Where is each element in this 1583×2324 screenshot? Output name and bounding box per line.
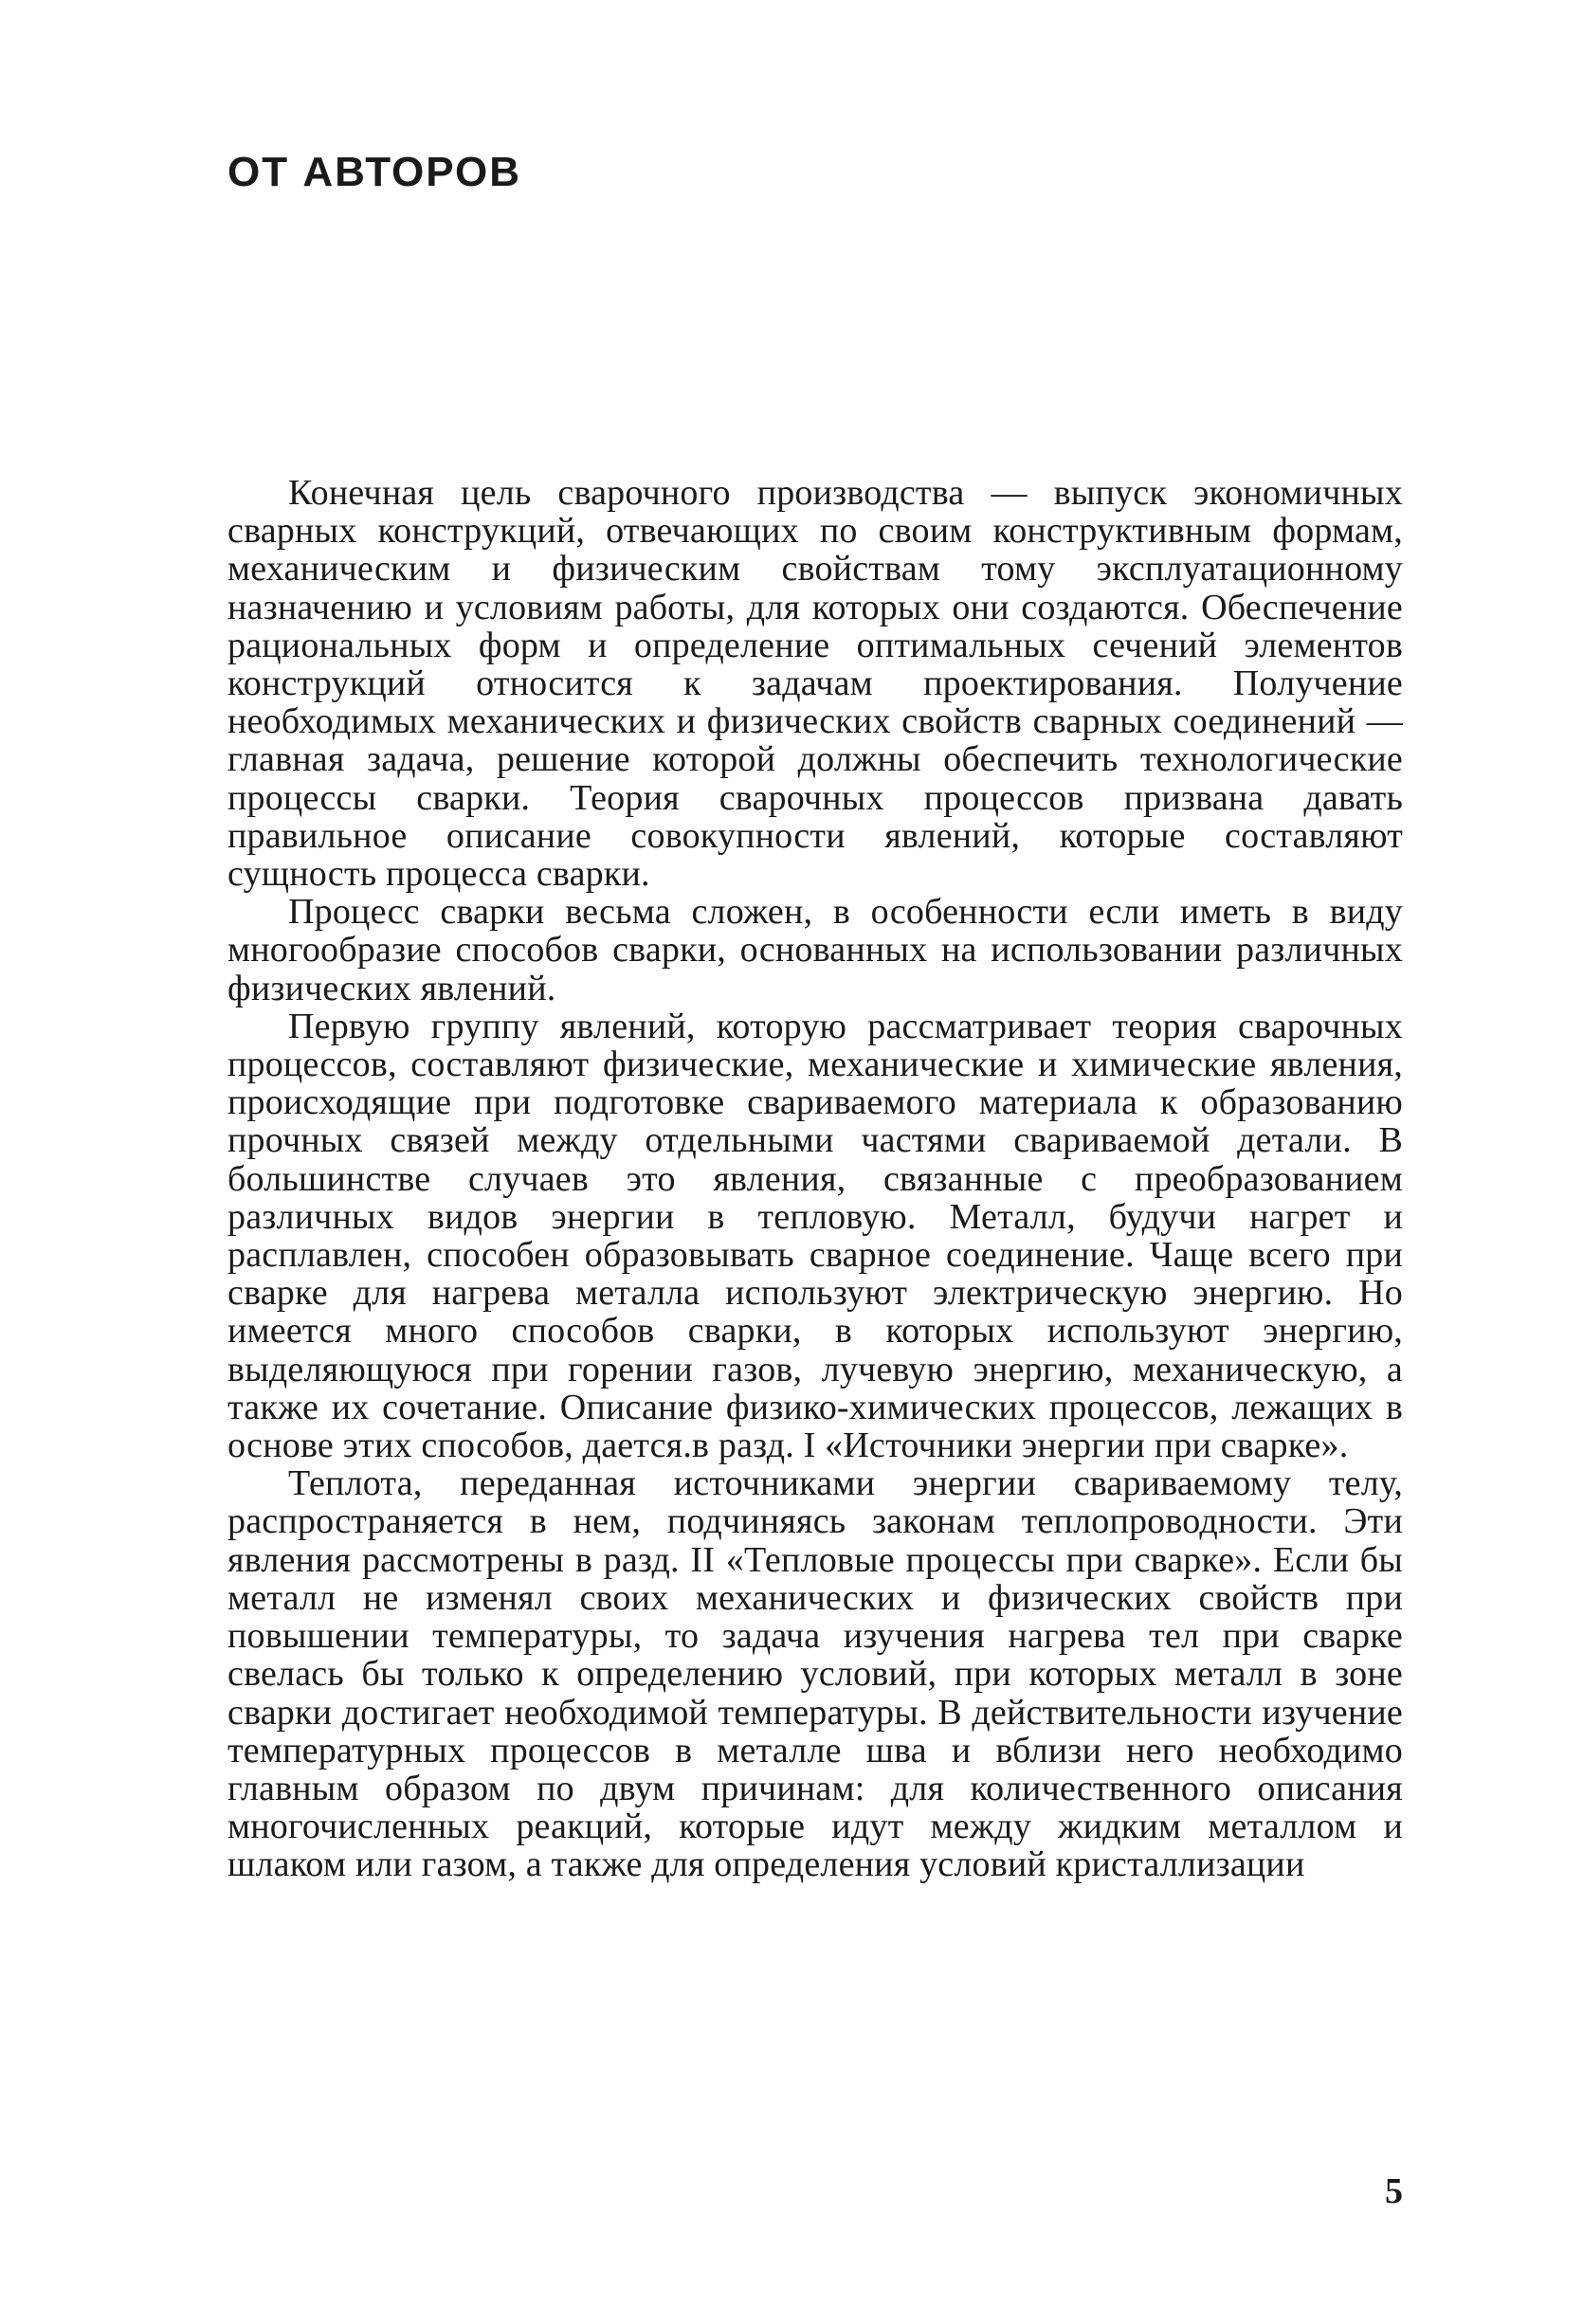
page-number: 5: [1385, 2171, 1403, 2211]
paragraph-4: Теплота, переданная источниками энергии свариваемому телу, распространяется в нем, подчиняясь законам теплопроводности. Эти явления рассмотрены в разд. II «Тепловые процессы при сварке». Если бы металл не изменял своих механических и физических свойств при повышении температуры, то задача изучения нагрева тел при сварке свелась бы только к определению условий, при которых металл в зоне сварки достигает необходимой температуры. В действительности изучение температурных процессов в металле шва и вблизи него необходимо главным образом по двум причинам: для количественного описания многочисленных реакций, которые идут между жидким металлом и шлаком или газом, а также для определения условий кристаллизации: [227, 1463, 1403, 1885]
chapter-heading: ОТ АВТОРОВ: [227, 149, 521, 195]
paragraph-1: Конечная цель сварочного производства — выпуск экономичных сварных конструкций, отвечающих по своим конструктивным формам, механическим и физическим свойствам тому эксплуатационному назначению и условиям работы, для которых они создаются. Обеспечение рациональных форм и определение оптимальных сечений элементов конструкций относится к задачам проектирования. Получение необходимых механических и физических свойств сварных соединений — главная задача, решение которой должны обеспечить технологические процессы сварки. Теория сварочных процессов призвана давать правильное описание совокупности явлений, которые составляют сущность процесса сварки.: [227, 473, 1403, 895]
paragraph-3: Первую группу явлений, которую рассматривает теория сварочных процессов, составляют физические, механические и химические явления, происходящие при подготовке свариваемого материала к образованию прочных связей между отдельными частями свариваемой детали. В большинстве случаев это явления, связанные с преобразованием различных видов энергии в тепловую. Металл, будучи нагрет и расплавлен, способен образовывать сварное соединение. Чаще всего при сварке для нагрева металла используют электрическую энергию. Но имеется много способов сварки, в которых используют энергию, выделяющуюся при горении газов, лучевую энергию, механическую, а также их сочетание. Описание физико-химических процессов, лежащих в основе этих способов, дается.в разд. I «Источники энергии при сварке».: [227, 1006, 1403, 1466]
paragraph-2: Процесс сварки весьма сложен, в особенности если иметь в виду многообразие способов сварки, основанных на использовании различных физических явлений.: [227, 892, 1403, 1008]
body-text: [227, 474, 1403, 1884]
